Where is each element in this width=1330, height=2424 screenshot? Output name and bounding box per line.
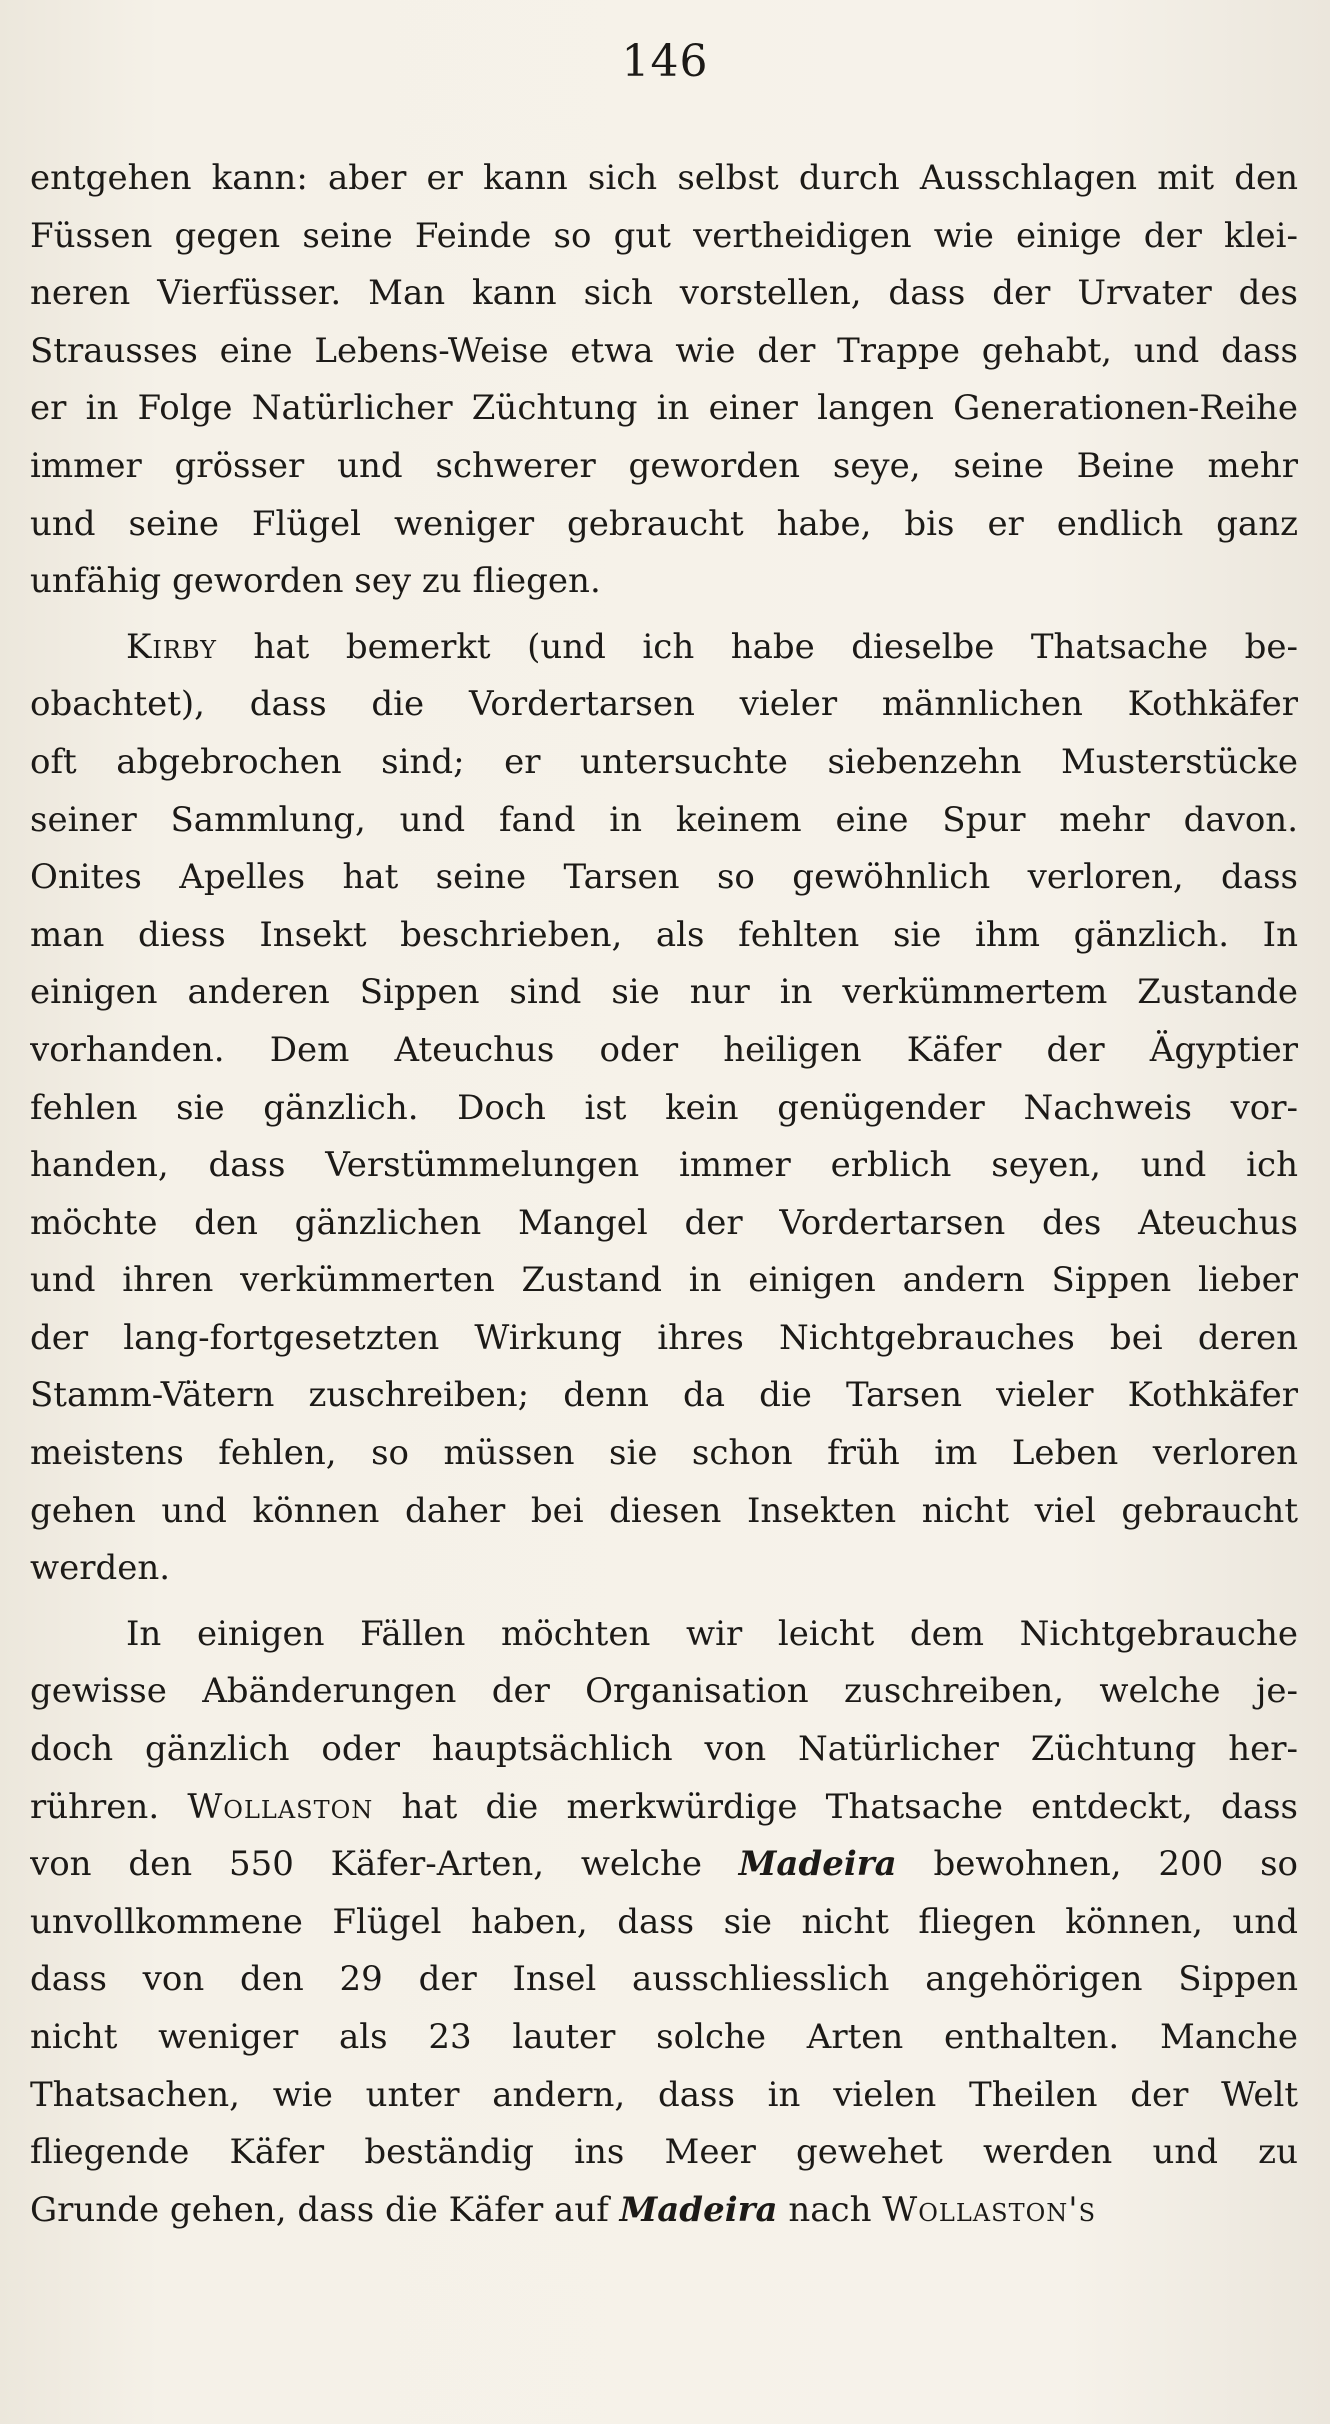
text-line	[30, 496, 1298, 554]
text-run: unvollkommene Flügel haben, dass sie nicht fliegen können, und	[30, 1901, 1298, 1942]
text-line	[30, 553, 1298, 611]
author-name: Wollaston	[187, 1786, 374, 1827]
text-run: der lang-fortgesetzten Wirkung ihres Nichtgebrauches bei deren	[30, 1317, 1298, 1358]
text-line	[30, 380, 1298, 438]
text-run: und ihren verkümmerten Zustand in einigen andern Sippen lieber	[30, 1260, 1298, 1301]
text-line	[30, 1606, 1298, 1664]
text-run: fliegende Käfer beständig ins Meer gewehet werden und zu	[30, 2132, 1298, 2173]
text-run: gehen und können daher bei diesen Insekten nicht viel gebraucht	[30, 1490, 1298, 1531]
text-line	[30, 1367, 1298, 1425]
text-run: doch gänzlich oder hauptsächlich von Natürlicher Züchtung her-	[30, 1729, 1298, 1770]
text-run: vorhanden. Dem Ateuchus oder heiligen Käfer der Ägyptier	[30, 1029, 1298, 1070]
text-line	[30, 1137, 1298, 1195]
text-run: immer grösser und schwerer geworden seye, seine Beine mehr	[30, 445, 1298, 486]
text-run: und seine Flügel weniger gebraucht habe, bis er endlich ganz	[30, 503, 1298, 544]
text-run: oft abgebrochen sind; er untersuchte siebenzehn Musterstücke	[30, 741, 1298, 782]
text-run: handen, dass Verstümmelungen immer erblich seyen, und ich	[30, 1145, 1298, 1186]
text-run: In einigen Fällen möchten wir leicht dem Nichtgebrauche	[126, 1613, 1298, 1654]
text-run: einigen anderen Sippen sind sie nur in verkümmertem Zustande	[30, 972, 1298, 1013]
text-run: er in Folge Natürlicher Züchtung in einer langen Generationen-Reihe	[30, 388, 1298, 429]
text-line	[30, 1252, 1298, 1310]
text-line	[30, 1951, 1298, 2009]
text-line	[30, 1310, 1298, 1368]
text-run: Grunde gehen, dass die Käfer auf	[30, 2189, 620, 2230]
text-run: werden.	[30, 1548, 171, 1589]
text-run: rühren.	[30, 1786, 188, 1827]
text-line	[30, 1540, 1298, 1598]
text-run: Onites Apelles hat seine Tarsen so gewöhnlich verloren, dass	[30, 857, 1298, 898]
paragraph	[30, 150, 1298, 611]
text-run: hat bemerkt (und ich habe dieselbe Thatsache be-	[217, 626, 1298, 667]
text-line	[30, 1022, 1298, 1080]
text-run: obachtet), dass die Vordertarsen vieler männlichen Kothkäfer	[30, 684, 1298, 725]
text-line	[30, 323, 1298, 381]
paragraph-gap	[30, 1598, 1298, 1606]
text-line	[30, 2182, 1298, 2240]
text-line	[30, 1663, 1298, 1721]
text-line	[30, 265, 1298, 323]
text-line	[30, 1779, 1298, 1837]
text-line	[30, 1195, 1298, 1253]
text-line	[30, 619, 1298, 677]
text-line	[30, 438, 1298, 496]
paragraph-gap	[30, 611, 1298, 619]
text-run: dass von den 29 der Insel ausschliesslich angehörigen Sippen	[30, 1959, 1298, 2000]
text-line	[30, 208, 1298, 266]
text-run: gewisse Abänderungen der Organisation zuschreiben, welche je-	[30, 1671, 1298, 1712]
text-run: nach	[777, 2189, 883, 2230]
text-line	[30, 964, 1298, 1022]
text-run: meistens fehlen, so müssen sie schon früh im Leben verloren	[30, 1433, 1298, 1474]
text-line	[30, 907, 1298, 965]
text-run: seiner Sammlung, und fand in keinem eine Spur mehr davon.	[30, 799, 1298, 840]
text-line	[30, 1425, 1298, 1483]
text-run: Stamm-Vätern zuschreiben; denn da die Tarsen vieler Kothkäfer	[30, 1375, 1298, 1416]
text-line	[30, 1836, 1298, 1894]
text-run: unfähig geworden sey zu fliegen.	[30, 561, 601, 602]
page-number: 146	[621, 36, 709, 87]
text-line	[30, 2124, 1298, 2182]
paragraph	[30, 619, 1298, 1598]
text-line	[30, 676, 1298, 734]
text-run: Strausses eine Lebens-Weise etwa wie der Trappe gehabt, und dass	[30, 330, 1298, 371]
body-text	[30, 150, 1298, 2239]
text-run: man diess Insekt beschrieben, als fehlten sie ihm gänzlich. In	[30, 914, 1298, 955]
text-line	[30, 1483, 1298, 1541]
text-line	[30, 1721, 1298, 1779]
text-line	[30, 150, 1298, 208]
text-run: Thatsachen, wie unter andern, dass in vielen Theilen der Welt	[30, 2074, 1298, 2115]
text-run: von den 550 Käfer-Arten, welche	[30, 1844, 739, 1885]
text-line	[30, 2067, 1298, 2125]
text-run: bewohnen, 200 so	[896, 1844, 1298, 1885]
paragraph	[30, 1606, 1298, 2240]
text-line	[30, 849, 1298, 907]
text-run: neren Vierfüsser. Man kann sich vorstellen, dass der Urvater des	[30, 273, 1298, 314]
text-line	[30, 1080, 1298, 1138]
author-name: Wollaston's	[882, 2189, 1097, 2230]
author-name: Kirby	[126, 626, 218, 667]
text-run: nicht weniger als 23 lauter solche Arten enthalten. Manche	[30, 2017, 1298, 2057]
text-run: hat die merkwürdige Thatsache entdeckt, dass	[373, 1786, 1298, 1827]
place-name: Madeira	[619, 2189, 778, 2230]
text-run: Füssen gegen seine Feinde so gut vertheidigen wie einige der klei-	[30, 215, 1298, 256]
text-line	[30, 792, 1298, 850]
text-run: entgehen kann: aber er kann sich selbst durch Ausschlagen mit den	[30, 158, 1298, 198]
text-line	[30, 734, 1298, 792]
text-line	[30, 2009, 1298, 2067]
text-run: möchte den gänzlichen Mangel der Vordertarsen des Ateuchus	[30, 1202, 1298, 1243]
place-name: Madeira	[738, 1844, 897, 1885]
text-line	[30, 1894, 1298, 1952]
text-run: fehlen sie gänzlich. Doch ist kein genügender Nachweis vor-	[30, 1087, 1298, 1128]
